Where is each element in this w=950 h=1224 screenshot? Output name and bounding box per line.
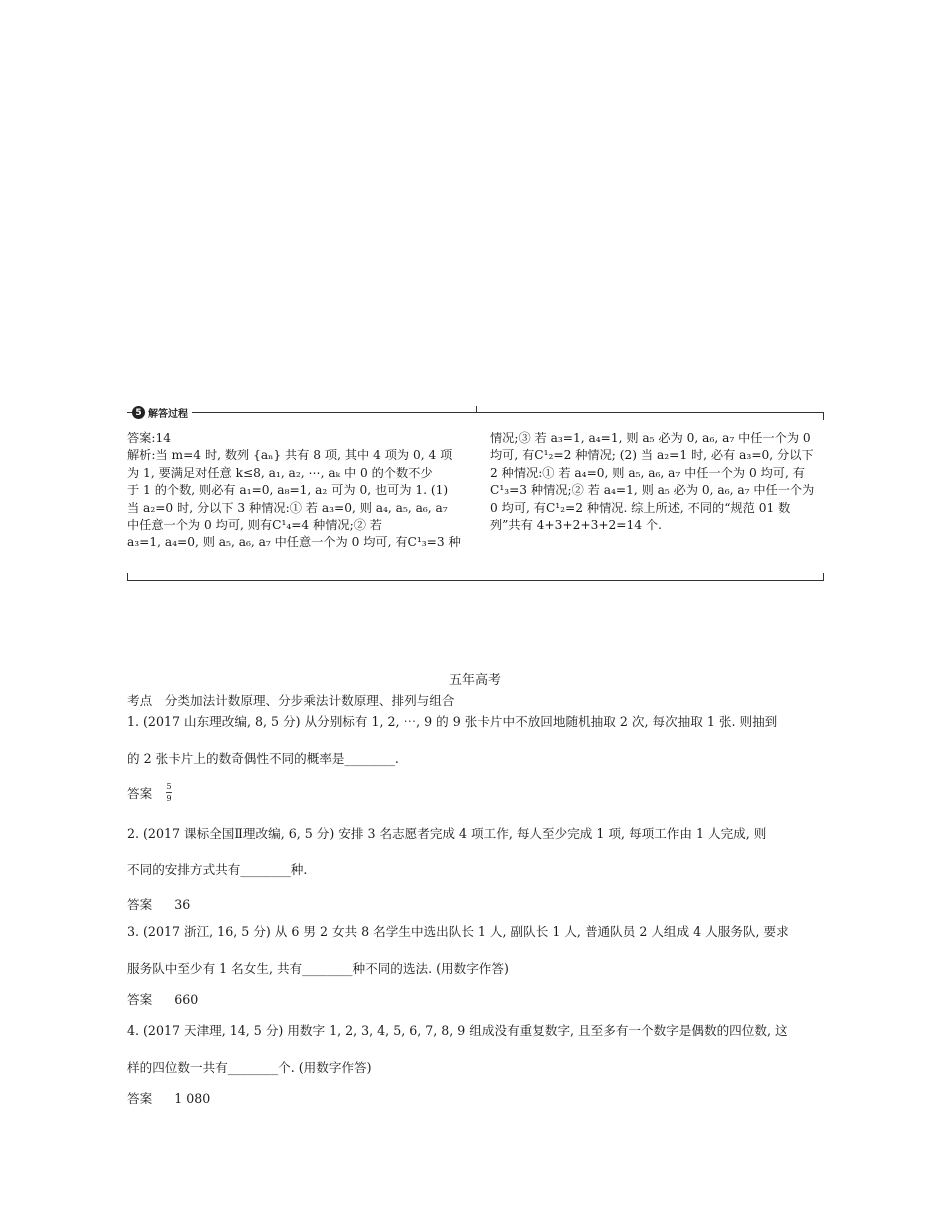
solution-text-line: 情况;③ 若 a₃=1, a₄=1, 则 a₅ 必为 0, a₆, a₇ 中任一个为 0 bbox=[490, 431, 811, 445]
solution-text-line: 2 种情况:① 若 a₄=0, 则 a₅, a₆, a₇ 中任一个为 0 均可, 有 bbox=[490, 465, 805, 480]
solution-text-line: a₃=1, a₄=0, 则 a₅, a₆, a₇ 中任意一个为 0 均可, 有C¹₃=3 种 bbox=[127, 535, 461, 550]
solution-text-line: 均可, 有C¹₂=2 种情况; (2) 当 a₂=1 时, 必有 a₃=0, 分以下 bbox=[490, 448, 814, 463]
solution-process-badge bbox=[132, 405, 192, 420]
solution-box-right-edge bbox=[823, 412, 824, 420]
question-4-answer bbox=[127, 1088, 210, 1107]
solution-box-center-tick bbox=[476, 406, 477, 413]
badge-label: 解答过程 bbox=[148, 409, 188, 420]
answer-value: 36 bbox=[174, 897, 191, 912]
answer-label: 答案 bbox=[127, 1091, 153, 1106]
section-title: 五年高考 bbox=[448, 673, 501, 688]
solution-text-line: 答案:14 bbox=[127, 431, 171, 445]
solution-box-bottom-border bbox=[127, 580, 823, 581]
question-2-line-2: 不同的安排方式共有________种. bbox=[127, 862, 308, 877]
question-3-line-2: 服务队中至少有 1 名女生, 共有________种不同的选法. (用数字作答) bbox=[127, 961, 509, 976]
fraction-denominator: 9 bbox=[166, 794, 172, 803]
question-3-line-1: 3. (2017 浙江, 16, 5 分) 从 6 男 2 女共 8 名学生中选出队长 1 人, 副队长 1 人, 普通队员 2 人组成 4 人服务队, 要求 bbox=[127, 924, 789, 939]
solution-text-line: 当 a₂=0 时, 分以下 3 种情况:① 若 a₃=0, 则 a₄, a₅, a₆, a₇ bbox=[127, 500, 448, 515]
fraction-numerator: 5 bbox=[166, 782, 172, 791]
solution-text-line: C¹₃=3 种情况;② 若 a₄=1, 则 a₅ 必为 0, a₆, a₇ 中任一个为 bbox=[490, 483, 815, 498]
solution-text-line: 0 均可, 有C¹₂=2 种情况. 综上所述, 不同的“规范 01 数 bbox=[490, 500, 791, 515]
solution-box-right-edge-bottom bbox=[823, 573, 824, 581]
answer-label: 答案 bbox=[127, 897, 153, 912]
solution-text-line: 中任意一个为 0 均可, 则有C¹₄=4 种情况;② 若 bbox=[127, 517, 382, 532]
question-2-line-1: 2. (2017 课标全国Ⅱ理改编, 6, 5 分) 安排 3 名志愿者完成 4 项工作, 每人至少完成 1 项, 每项工作由 1 人完成, 则 bbox=[127, 826, 767, 841]
answer-label: 答案 bbox=[127, 992, 153, 1007]
answer-value: 660 bbox=[174, 992, 199, 1007]
question-2-answer bbox=[127, 894, 190, 913]
topic-heading: 考点 分类加法计数原理、分步乘法计数原理、排列与组合 bbox=[127, 693, 455, 708]
solution-right-column bbox=[490, 430, 814, 534]
solution-box-left-edge-bottom bbox=[127, 573, 128, 581]
step-number-icon: 5 bbox=[132, 406, 145, 419]
question-1-answer-fraction bbox=[166, 782, 172, 803]
question-1-line-2: 的 2 张卡片上的数奇偶性不同的概率是________. bbox=[127, 751, 399, 766]
question-4-line-1: 4. (2017 天津理, 14, 5 分) 用数字 1, 2, 3, 4, 5, 6, 7, 8, 9 组成没有重复数字, 且至多有一个数字是偶数的四位数, 这 bbox=[127, 1023, 788, 1038]
question-4-line-2: 样的四位数一共有________个. (用数字作答) bbox=[127, 1060, 372, 1075]
solution-text-line: 为 1, 要满足对任意 k≤8, a₁, a₂, ⋯, aₖ 中 0 的个数不少 bbox=[127, 465, 433, 480]
solution-text-line: 于 1 的个数, 则必有 a₁=0, a₈=1, a₂ 可为 0, 也可为 1. (1) bbox=[127, 483, 449, 498]
solution-text-line: 列”共有 4+3+2+3+2=14 个. bbox=[490, 517, 662, 532]
fraction-bar bbox=[166, 792, 172, 793]
answer-value: 1 080 bbox=[174, 1091, 211, 1106]
question-3-answer bbox=[127, 989, 198, 1008]
solution-box-top-border bbox=[127, 412, 823, 413]
question-1-answer-label: 答案 bbox=[127, 786, 153, 801]
solution-text-line: 解析:当 m=4 时, 数列 {aₙ} 共有 8 项, 其中 4 项为 0, 4 项 bbox=[127, 448, 453, 463]
question-1-line-1: 1. (2017 山东理改编, 8, 5 分) 从分别标有 1, 2, ⋯, 9 的 9 张卡片中不放回地随机抽取 2 次, 每次抽取 1 张. 则抽到 bbox=[127, 714, 778, 729]
solution-left-column bbox=[127, 430, 461, 552]
